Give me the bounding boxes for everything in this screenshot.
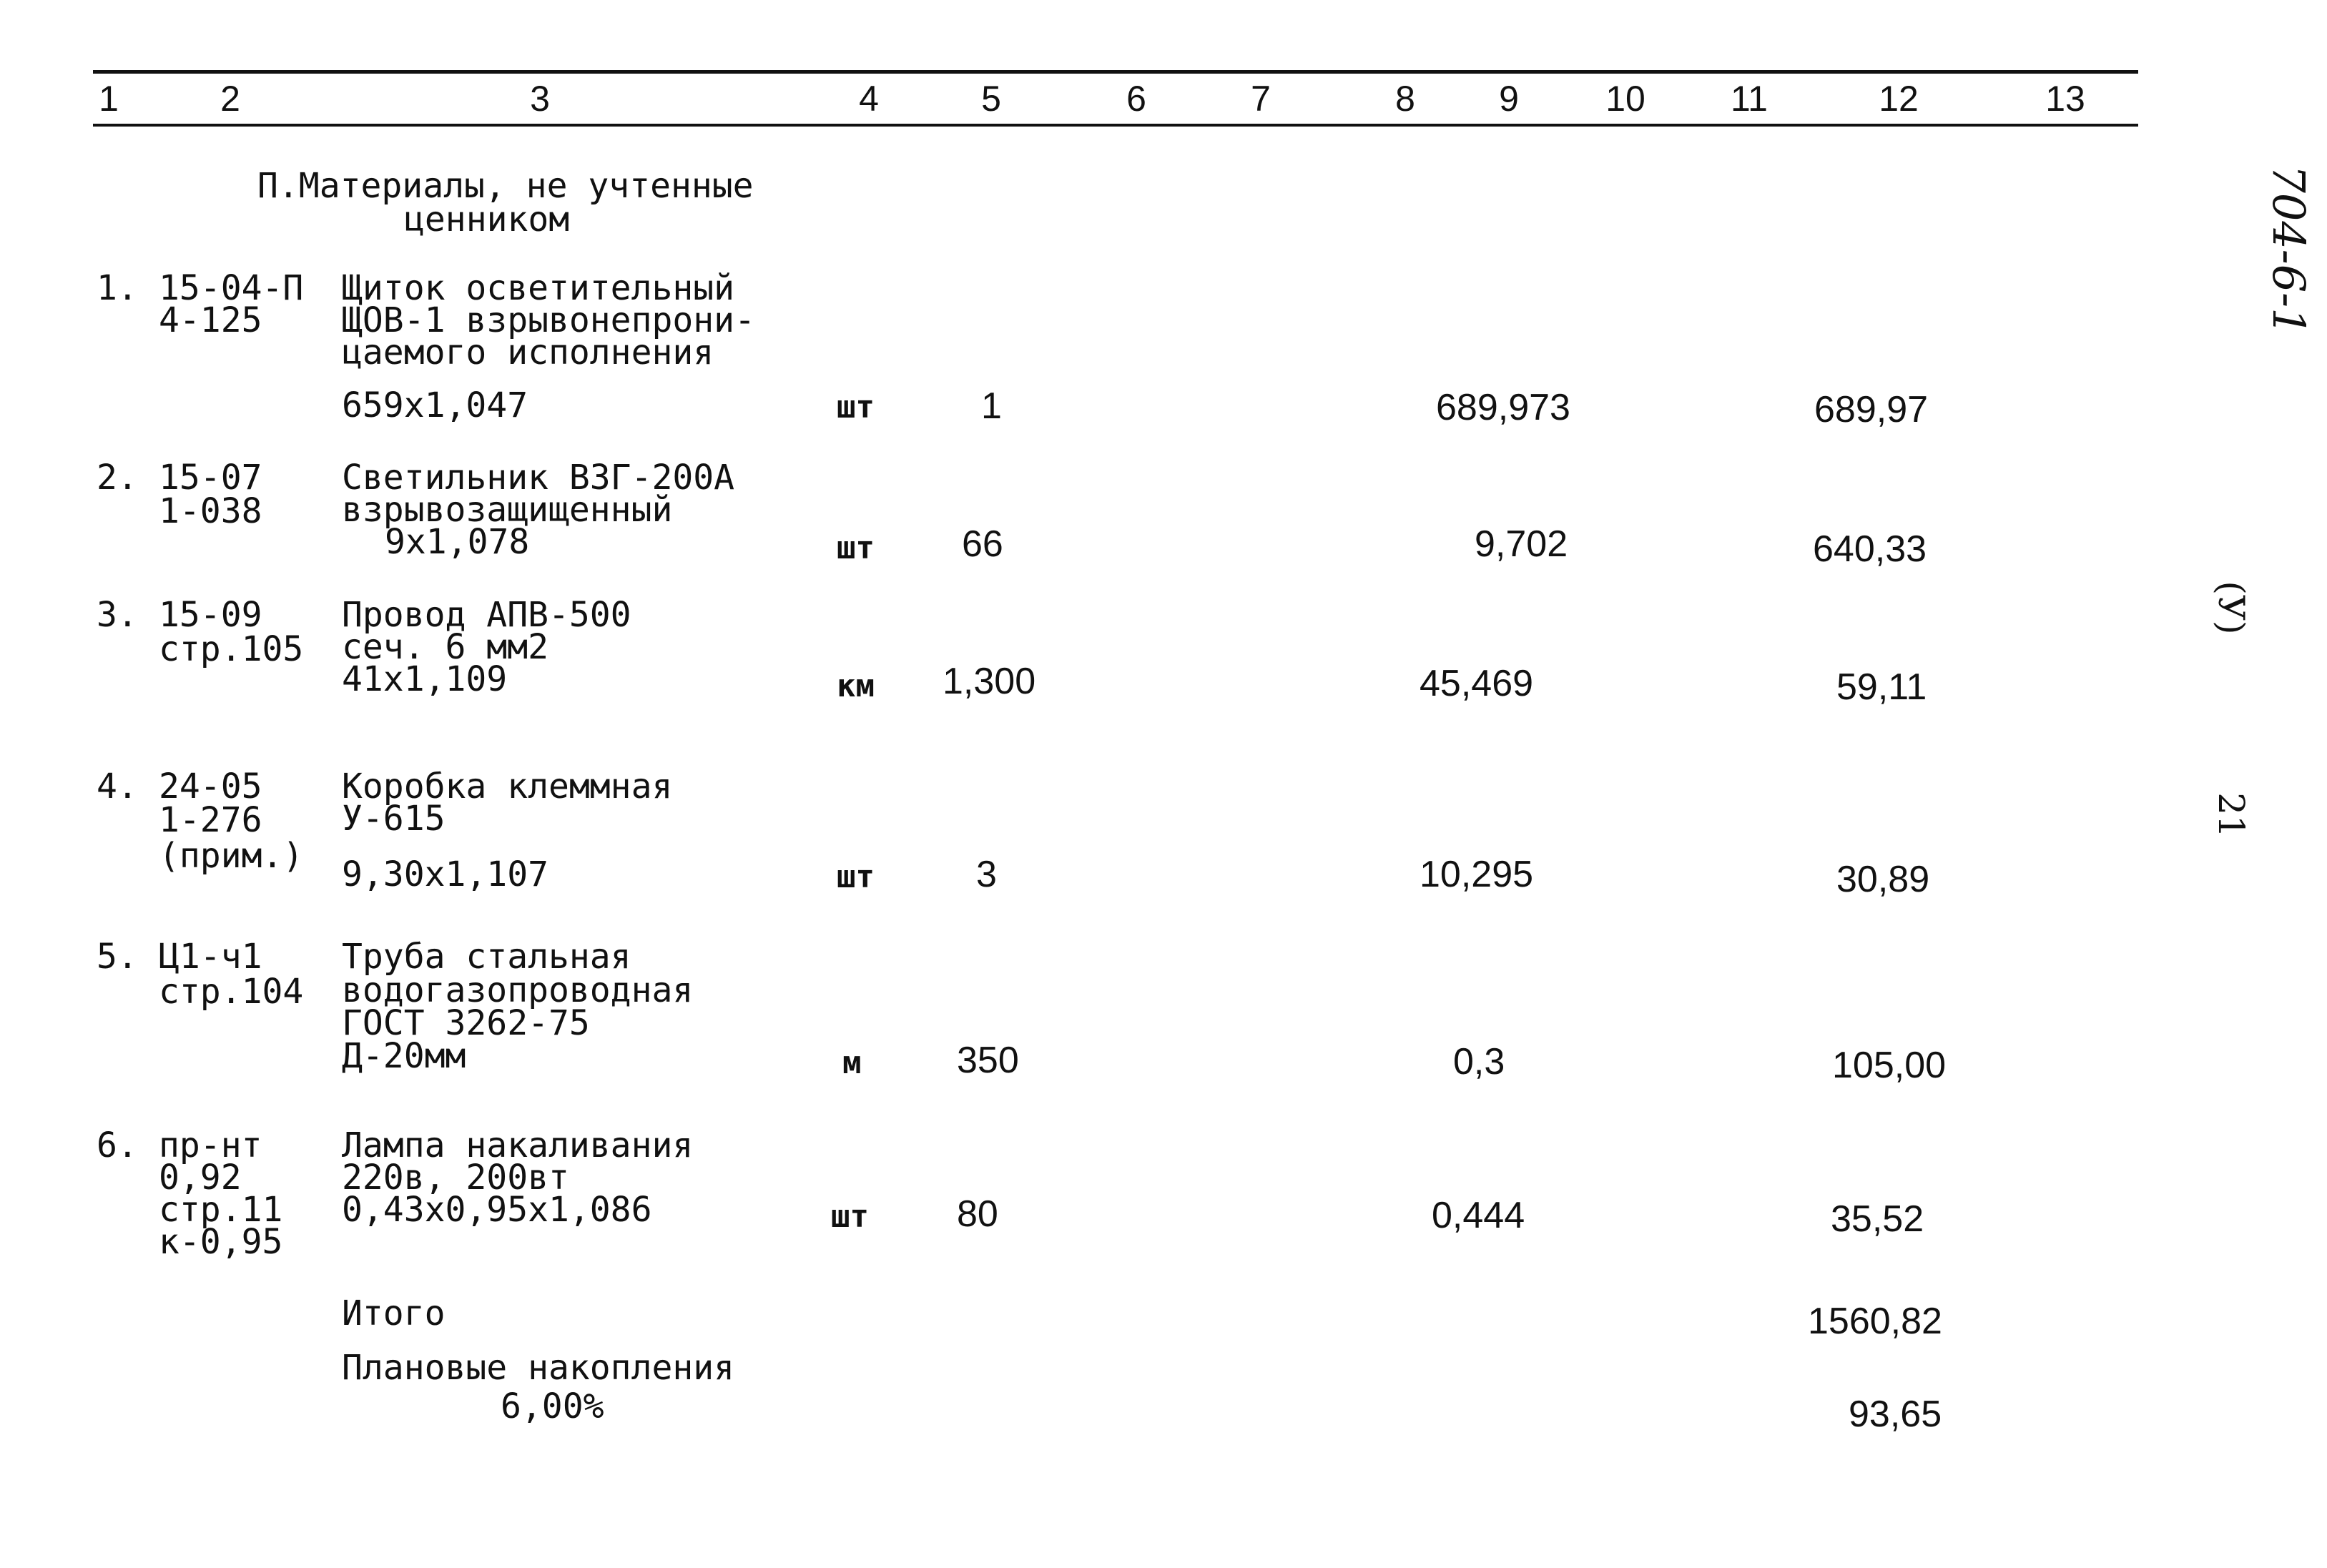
item-number: 1. <box>97 268 138 308</box>
item-calc: 659x1,047 <box>342 385 528 425</box>
part-mark: (У) <box>2210 581 2252 635</box>
item-total: 689,97 <box>1814 389 1929 430</box>
page-number: 21 <box>2210 792 2252 838</box>
accrual-label: Плановые накопления <box>342 1348 735 1388</box>
item-calc: 41x1,109 <box>342 659 508 699</box>
item-quantity: 350 <box>957 1040 1019 1081</box>
item-number: 5. <box>97 937 138 977</box>
item-name: водогазопроводная <box>342 970 694 1010</box>
column-header: 11 <box>1731 79 1768 119</box>
column-header: 8 <box>1395 79 1415 119</box>
item-total: 105,00 <box>1832 1045 1947 1086</box>
item-number: 3. <box>97 595 138 635</box>
item-code: 15-04-П <box>159 268 304 308</box>
item-name: ГОСТ 3262-75 <box>342 1003 590 1043</box>
column-header: 10 <box>1605 79 1645 119</box>
item-unit: шт <box>837 859 875 895</box>
item-name: У-615 <box>342 799 446 839</box>
accrual-rate: 6,00% <box>501 1386 604 1426</box>
item-quantity: 1 <box>981 385 1002 427</box>
item-total: 640,33 <box>1813 528 1927 570</box>
item-code: 4-125 <box>159 300 262 340</box>
item-quantity: 66 <box>962 523 1003 565</box>
item-unit: шт <box>837 389 875 425</box>
item-code: стр.104 <box>159 972 304 1012</box>
item-name: взрывозащищенный <box>342 490 673 530</box>
item-total: 59,11 <box>1836 666 1927 708</box>
item-total: 30,89 <box>1836 859 1930 900</box>
item-name: Коробка клеммная <box>342 766 673 807</box>
total-value: 1560,82 <box>1808 1301 1942 1342</box>
item-code: 1-038 <box>159 491 262 531</box>
item-calc: 9x1,078 <box>385 522 530 562</box>
item-number: 6. <box>97 1125 138 1165</box>
item-calc: 0,43x0,95x1,086 <box>342 1190 652 1230</box>
item-price: 689,973 <box>1436 387 1570 428</box>
item-unit: км <box>837 668 875 704</box>
item-code: (прим.) <box>159 836 304 876</box>
header-bottom-rule <box>93 124 2138 127</box>
column-header: 2 <box>220 79 240 119</box>
item-name: Провод АПВ-500 <box>342 595 631 635</box>
item-name: цаемого исполнения <box>342 332 714 373</box>
item-name: Труба стальная <box>342 937 631 977</box>
header-top-rule <box>93 70 2138 74</box>
item-quantity: 1,300 <box>943 661 1036 702</box>
column-header: 1 <box>99 79 119 119</box>
total-label: Итого <box>342 1293 446 1333</box>
item-calc: 9,30x1,107 <box>342 854 548 894</box>
column-header: 4 <box>859 79 879 119</box>
item-name: Д-20мм <box>342 1036 466 1076</box>
item-code: 0,92 <box>159 1158 242 1198</box>
section-subtitle: ценником <box>404 199 570 240</box>
item-number: 4. <box>97 766 138 807</box>
item-quantity: 3 <box>976 854 997 895</box>
item-price: 9,702 <box>1475 523 1568 565</box>
column-header: 6 <box>1126 79 1146 119</box>
item-code: 15-09 <box>159 595 262 635</box>
column-header: 5 <box>981 79 1001 119</box>
column-header: 9 <box>1499 79 1519 119</box>
item-code: к-0,95 <box>159 1222 283 1262</box>
item-price: 10,295 <box>1420 854 1534 895</box>
item-code: 24-05 <box>159 766 262 807</box>
item-price: 45,469 <box>1420 663 1534 704</box>
item-price: 0,444 <box>1432 1195 1525 1236</box>
column-header: 7 <box>1251 79 1271 119</box>
item-name: 220в, 200вт <box>342 1158 569 1198</box>
section-title: П.Материалы, не учтенные <box>257 166 754 206</box>
item-unit: шт <box>831 1198 869 1235</box>
item-total: 35,52 <box>1831 1198 1924 1240</box>
item-code: 1-276 <box>159 800 262 840</box>
item-unit: м <box>842 1045 862 1081</box>
item-quantity: 80 <box>957 1193 998 1235</box>
accrual-value: 93,65 <box>1849 1394 1942 1435</box>
column-header: 13 <box>2045 79 2085 119</box>
item-unit: шт <box>837 530 875 566</box>
item-name: Щиток осветительный <box>342 268 735 308</box>
item-name: сеч. 6 мм2 <box>342 627 548 667</box>
item-name: Лампа накаливания <box>342 1125 694 1165</box>
item-name: Светильник ВЗГ-200А <box>342 458 735 498</box>
item-code: пр-нт <box>159 1125 262 1165</box>
item-code: 15-07 <box>159 458 262 498</box>
item-code: стр.105 <box>159 629 304 669</box>
item-name: ЩОВ-1 взрывонепрони- <box>342 300 755 340</box>
item-number: 2. <box>97 458 138 498</box>
column-header: 3 <box>530 79 550 119</box>
item-price: 0,3 <box>1453 1041 1505 1083</box>
column-header: 12 <box>1879 79 1919 119</box>
item-code: Ц1-ч1 <box>159 937 262 977</box>
document-code: 704-6-1 <box>2263 164 2315 336</box>
item-code: стр.11 <box>159 1190 283 1230</box>
